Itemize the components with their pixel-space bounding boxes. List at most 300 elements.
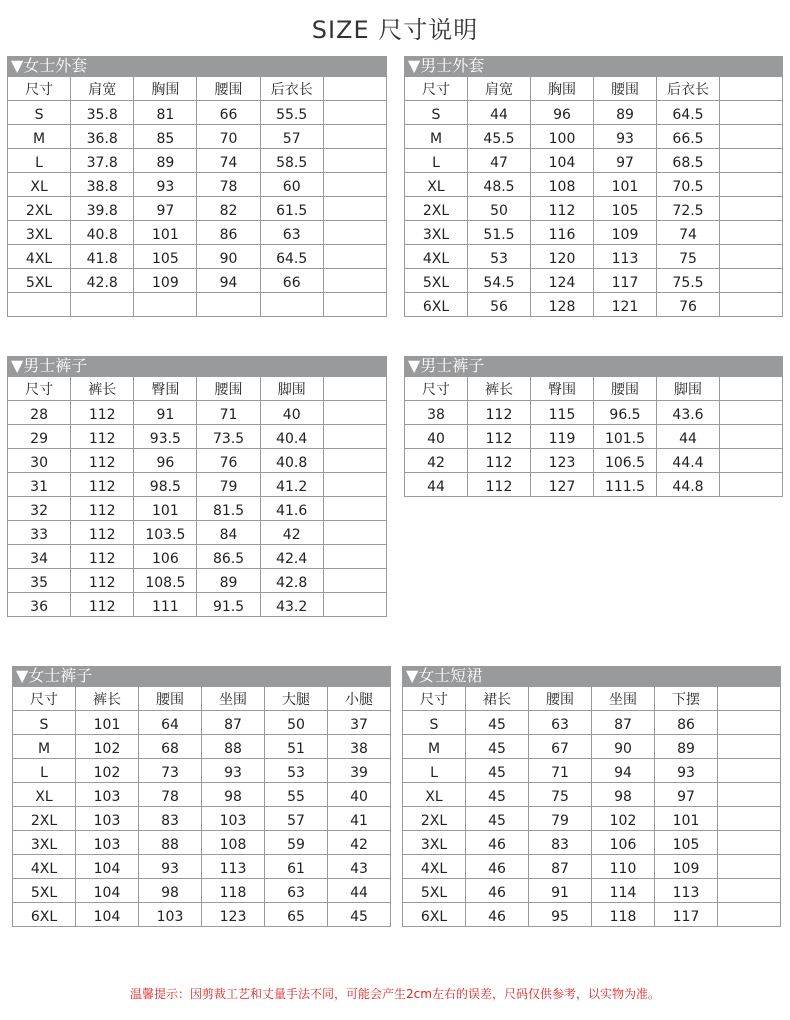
cell-value: 112 [485,454,513,471]
column-header [720,377,783,401]
column-header-label: 坐围 [219,691,247,708]
cell-value: 40.4 [276,430,308,447]
measure-cell [134,521,197,545]
size-cell [13,807,76,831]
cell-value: M [33,130,46,147]
measure-cell [76,879,139,903]
size-cell [8,101,71,125]
cell-value: 46 [488,908,506,925]
cell-value: 109 [672,860,700,877]
cell-value: 101.5 [604,430,646,447]
measure-cell [468,293,531,317]
measure-cell [657,221,720,245]
cell-value: 74 [219,154,238,171]
column-header-label: 尺寸 [422,81,450,98]
size-cell [13,759,76,783]
measure-cell [466,831,529,855]
measure-cell [323,473,386,497]
cell-value: 2XL [420,812,448,829]
cell-value: 42.8 [86,274,118,291]
size-cell [405,197,468,221]
measure-cell [202,903,265,927]
cell-value: 108 [219,836,247,853]
women-coat-table [7,56,387,317]
measure-cell [197,401,260,425]
column-header-row [13,687,391,711]
cell-value: 46 [488,884,506,901]
cell-value: 116 [548,226,576,243]
cell-value: 40.8 [276,454,308,471]
size-cell [13,735,76,759]
measure-cell [468,473,531,497]
cell-value: 103 [93,812,121,829]
cell-value: 96 [156,454,175,471]
cell-value: XL [425,788,443,805]
column-header-label: 脚围 [674,381,702,398]
measure-cell [134,269,197,293]
measure-cell [265,903,328,927]
measure-cell [202,735,265,759]
measure-cell [529,735,592,759]
column-header [134,77,197,101]
cell-value: 41.2 [276,478,308,495]
cell-value: 91.5 [212,598,245,615]
table-row [403,783,781,807]
column-header-label: 裙长 [483,691,511,708]
size-grid [7,376,387,617]
cell-value: 61 [287,860,305,877]
table-row [13,735,391,759]
measure-cell [323,449,386,473]
cell-value: 42 [282,526,301,543]
column-header [328,687,391,711]
cell-value: 103.5 [145,526,186,543]
measure-cell [260,293,323,317]
measure-cell [657,173,720,197]
measure-cell [134,149,197,173]
cell-value: 112 [88,598,116,615]
column-header [405,377,468,401]
size-cell [8,521,71,545]
cell-value: 36 [30,598,48,615]
measure-cell [260,521,323,545]
measure-cell [466,711,529,735]
measure-cell [260,221,323,245]
cell-value: 101 [93,716,121,733]
table-header: ▼女士裤子 [12,666,391,686]
measure-cell [323,101,386,125]
measure-cell [260,545,323,569]
measure-cell [260,101,323,125]
measure-cell [468,425,531,449]
table-row [8,473,387,497]
measure-cell [531,425,594,449]
measure-cell [202,711,265,735]
table-row [403,831,781,855]
measure-cell [594,101,657,125]
cell-value: 71 [219,406,238,423]
cell-value: 57 [287,812,305,829]
cell-value: 113 [219,860,247,877]
cell-value: 58.5 [276,154,308,171]
size-cell [13,783,76,807]
cell-value: 81 [156,106,175,123]
measure-cell [466,879,529,903]
measure-cell [323,125,386,149]
cell-value: 43.2 [276,598,308,615]
table-row [405,149,783,173]
cell-value: XL [35,788,53,805]
measure-cell [531,221,594,245]
measure-cell [466,855,529,879]
measure-cell [594,173,657,197]
measure-cell [328,831,391,855]
measure-cell [139,711,202,735]
cell-value: 38 [350,740,368,757]
table-row [405,173,783,197]
measure-cell [134,125,197,149]
cell-value: 39 [350,764,368,781]
size-cell [8,221,71,245]
measure-cell [720,221,783,245]
measure-cell [71,593,134,617]
measure-cell [134,221,197,245]
cell-value: 4XL [420,860,448,877]
cell-value: 112 [88,478,116,495]
measure-cell [720,125,783,149]
cell-value: 84 [219,526,238,543]
column-header-label: 臀围 [548,381,576,398]
cell-value: 104 [93,884,121,901]
measure-cell [71,425,134,449]
column-header [531,377,594,401]
measure-cell [76,783,139,807]
measure-cell [139,831,202,855]
measure-cell [720,425,783,449]
cell-value: 103 [219,812,247,829]
cell-value: 76 [219,454,238,471]
measure-cell [718,831,781,855]
measure-cell [139,735,202,759]
cell-value: 46 [488,860,506,877]
cell-value: 118 [219,884,247,901]
table-row [405,221,783,245]
cell-value: 64.5 [276,250,308,267]
cell-value: 106.5 [604,454,646,471]
table-row [405,125,783,149]
cell-value: 41.6 [276,502,308,519]
cell-value: XL [30,178,48,195]
measure-cell [466,903,529,927]
cell-value: 78 [219,178,238,195]
cell-value: 86.5 [212,550,245,567]
measure-cell [592,831,655,855]
measure-cell [529,711,592,735]
measure-cell [466,807,529,831]
cell-value: 34 [30,550,48,567]
size-cell [8,593,71,617]
cell-value: 123 [219,908,247,925]
measure-cell [260,593,323,617]
cell-value: 45 [488,716,506,733]
measure-cell [468,101,531,125]
cell-value: 90 [219,250,238,267]
cell-value: 63 [282,226,301,243]
cell-value: 37 [350,716,368,733]
measure-cell [594,149,657,173]
size-cell [403,711,466,735]
cell-value: S [429,716,439,733]
cell-value: 102 [93,764,121,781]
measure-cell [468,125,531,149]
cell-value: 42.8 [276,574,308,591]
table-row [8,401,387,425]
size-cell [403,735,466,759]
column-header-label: 后衣长 [270,81,313,98]
cell-value: 112 [88,574,116,591]
table-header: ▼男士裤子 [7,356,387,376]
measure-cell [466,783,529,807]
table-header: ▼女士短裙 [402,666,781,686]
size-cell [403,903,466,927]
cell-value: 101 [672,812,700,829]
measure-cell [657,401,720,425]
cell-value: 94 [219,274,238,291]
cell-value: 103 [93,836,121,853]
cell-value: M [37,740,51,757]
cell-value: 87 [551,860,569,877]
cell-value: 97 [616,154,634,171]
measure-cell [657,245,720,269]
measure-cell [197,449,260,473]
cell-value: 73.5 [212,430,245,447]
cell-value: 31 [30,478,48,495]
measure-cell [71,245,134,269]
measure-cell [468,221,531,245]
table-row [8,269,387,293]
measure-cell [592,759,655,783]
measure-cell [197,125,260,149]
measure-cell [260,149,323,173]
measure-cell [718,903,781,927]
table-row [403,759,781,783]
measure-cell [594,449,657,473]
table-row [13,879,391,903]
cell-value: 105 [672,836,700,853]
men-coat-table [404,56,783,317]
cell-value: S [34,106,44,123]
measure-cell [594,269,657,293]
measure-cell [655,807,718,831]
measure-cell [71,101,134,125]
cell-value: 112 [88,406,116,423]
column-header [655,687,718,711]
measure-cell [265,807,328,831]
column-header-label: 尺寸 [420,691,448,708]
measure-cell [197,221,260,245]
table-row [405,197,783,221]
cell-value: 110 [609,860,637,877]
cell-value: 83 [161,812,179,829]
cell-value: 2XL [25,202,53,219]
measure-cell [657,101,720,125]
cell-value: 79 [551,812,569,829]
measure-cell [655,855,718,879]
measure-cell [197,173,260,197]
cell-value: 38.8 [86,178,118,195]
cell-value: 42 [427,454,445,471]
cell-value: 44.4 [672,454,704,471]
women-skirt-table [402,666,781,927]
cell-value: 101 [152,502,179,519]
cell-value: 71 [551,764,569,781]
measure-cell [134,497,197,521]
measure-cell [328,855,391,879]
cell-value: 32 [30,502,48,519]
cell-value: 56 [490,298,508,315]
cell-value: 93.5 [149,430,181,447]
column-header-row [405,377,783,401]
table-row [13,855,391,879]
table-row [405,293,783,317]
cell-value: 4XL [422,250,450,267]
cell-value: 112 [88,550,116,567]
column-header [197,77,260,101]
table-row [8,449,387,473]
measure-cell [71,521,134,545]
table-row [8,245,387,269]
measure-cell [468,401,531,425]
column-header-label: 小腿 [345,691,373,708]
measure-cell [657,125,720,149]
cell-value: 117 [672,908,700,925]
cell-value: 128 [548,298,576,315]
measure-cell [655,903,718,927]
measure-cell [468,245,531,269]
size-cell [405,125,468,149]
measure-cell [323,497,386,521]
cell-value: 64 [161,716,179,733]
measure-cell [260,197,323,221]
measure-cell [71,173,134,197]
measure-cell [197,425,260,449]
cell-value: 55 [287,788,305,805]
size-cell [8,545,71,569]
cell-value: 44 [679,430,697,447]
measure-cell [134,293,197,317]
size-cell [8,245,71,269]
cell-value: 127 [548,478,576,495]
cell-value: 67 [551,740,569,757]
cell-value: 96 [553,106,571,123]
measure-cell [139,855,202,879]
measure-cell [529,903,592,927]
cell-value: 2XL [422,202,450,219]
measure-cell [202,831,265,855]
cell-value: 3XL [422,226,450,243]
women-pants-table [12,666,391,927]
column-header [71,377,134,401]
table-row [405,449,783,473]
measure-cell [594,245,657,269]
cell-value: 89 [616,106,634,123]
cell-value: 73 [161,764,179,781]
measure-cell [531,125,594,149]
measure-cell [328,759,391,783]
measure-cell [197,545,260,569]
cell-value: 5XL [420,884,448,901]
measure-cell [71,449,134,473]
cell-value: 120 [548,250,576,267]
measure-cell [531,101,594,125]
cell-value: 106 [152,550,179,567]
cell-value: 4XL [25,250,53,267]
column-header-label: 腰围 [611,381,639,398]
cell-value: 6XL [422,298,450,315]
table-row [403,879,781,903]
cell-value: 108.5 [145,574,186,591]
column-header [134,377,197,401]
measure-cell [260,569,323,593]
measure-cell [76,759,139,783]
table-row [13,759,391,783]
size-cell [403,807,466,831]
cell-value: 98.5 [149,478,181,495]
measure-cell [323,401,386,425]
size-cell [8,269,71,293]
cell-value: 28 [30,406,48,423]
cell-value: 83 [551,836,569,853]
measure-cell [265,855,328,879]
measure-cell [323,521,386,545]
measure-cell [468,269,531,293]
column-header-label: 裤长 [93,691,121,708]
measure-cell [71,545,134,569]
cell-value: 102 [609,812,637,829]
cell-value: 78 [161,788,179,805]
table-row [8,101,387,125]
measure-cell [76,855,139,879]
cell-value: 40 [427,430,445,447]
measure-cell [139,807,202,831]
measure-cell [529,783,592,807]
measure-cell [720,101,783,125]
measure-cell [260,125,323,149]
measure-cell [134,245,197,269]
measure-cell [76,903,139,927]
cell-value: 88 [161,836,179,853]
measure-cell [594,125,657,149]
cell-value: 53 [287,764,305,781]
cell-value: 51.5 [483,226,515,243]
measure-cell [76,711,139,735]
column-header [657,377,720,401]
measure-cell [468,449,531,473]
column-header [718,687,781,711]
cell-value: 121 [611,298,639,315]
cell-value: 75.5 [672,274,704,291]
size-cell [8,173,71,197]
measure-cell [718,759,781,783]
cell-value: 41.8 [86,250,118,267]
size-cell [8,125,71,149]
column-header-label: 肩宽 [485,81,513,98]
measure-cell [720,245,783,269]
cell-value: 51 [287,740,305,757]
size-grid [402,686,781,927]
cell-value: 101 [611,178,639,195]
measure-cell [531,449,594,473]
